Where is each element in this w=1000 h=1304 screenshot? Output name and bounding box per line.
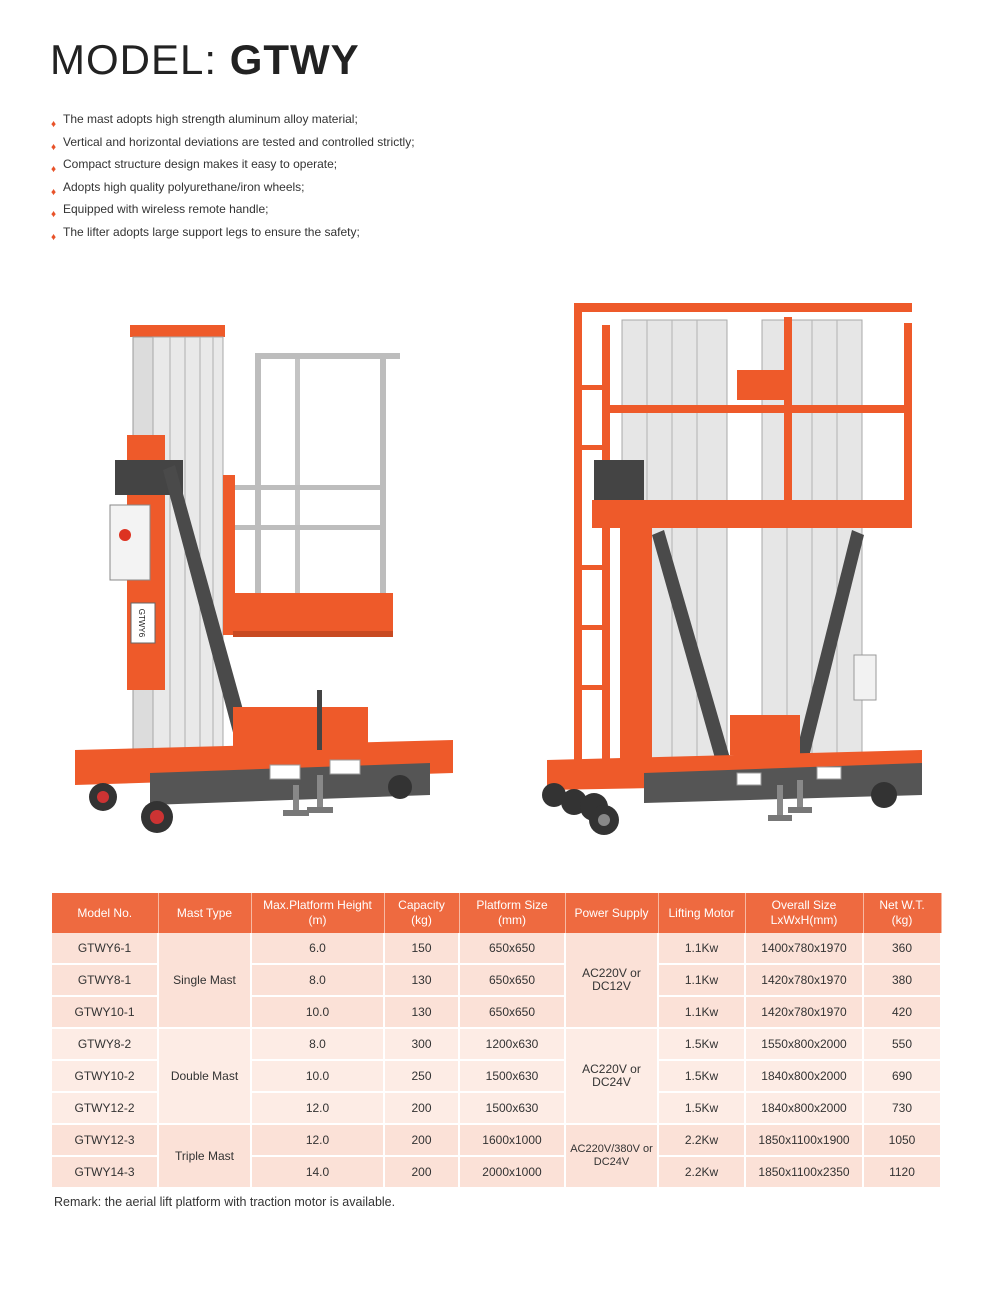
model-cell: GTWY12-2 [52, 1092, 158, 1124]
table-row [52, 933, 941, 964]
platform-cell: 1500x630 [459, 1060, 565, 1092]
platform-cell: 1200x630 [459, 1028, 565, 1060]
mast-type-cell: Single Mast [158, 933, 251, 1028]
nameplate-text: GTWY6 [137, 608, 146, 638]
bullet-icon: ♦ [51, 141, 57, 153]
bullet-icon: ♦ [51, 119, 57, 130]
weight-cell: 1120 [863, 1156, 941, 1188]
height-cell: 10.0 [251, 1060, 384, 1092]
column-header: Power Supply [565, 893, 658, 933]
column-header: Platform Size (mm) [459, 893, 565, 933]
model-cell: GTWY10-1 [52, 996, 158, 1028]
double-mast-lift-illustration [532, 295, 932, 840]
column-header: Model No. [52, 893, 158, 933]
overall-size-cell: 1850x1100x2350 [745, 1156, 863, 1188]
overall-size-cell: 1840x800x2000 [745, 1060, 863, 1092]
column-header: Lifting Motor [658, 893, 745, 933]
motor-cell: 2.2Kw [658, 1156, 745, 1188]
height-cell: 8.0 [251, 964, 384, 996]
weight-cell: 1050 [863, 1124, 941, 1156]
height-cell: 8.0 [251, 1028, 384, 1060]
motor-cell: 1.1Kw [658, 996, 745, 1028]
feature-item: ♦ Vertical and horizontal deviations are tested and controlled strictly; [50, 131, 415, 154]
model-code: GTWY [229, 36, 360, 83]
bullet-icon: ♦ [51, 231, 57, 243]
overall-size-cell: 1420x780x1970 [745, 996, 863, 1028]
weight-cell: 550 [863, 1028, 941, 1060]
height-cell: 10.0 [251, 996, 384, 1028]
capacity-cell: 300 [384, 1028, 459, 1060]
overall-size-cell: 1850x1100x1900 [745, 1124, 863, 1156]
overall-size-cell: 1840x800x2000 [745, 1092, 863, 1124]
column-header: Overall Size LxWxH(mm) [745, 893, 863, 933]
double-mast-lift-photo [532, 295, 932, 840]
motor-cell: 1.5Kw [658, 1028, 745, 1060]
model-label: MODEL: [50, 36, 218, 83]
platform-cell: 650x650 [459, 964, 565, 996]
height-cell: 12.0 [251, 1124, 384, 1156]
feature-list [50, 108, 415, 244]
overall-size-cell: 1550x800x2000 [745, 1028, 863, 1060]
power-supply-cell: AC220V or DC12V [565, 933, 658, 1028]
capacity-cell: 200 [384, 1124, 459, 1156]
feature-item: ♦ Compact structure design makes it easy to operate; [50, 153, 415, 176]
column-header: Max.Platform Height (m) [251, 893, 384, 933]
weight-cell: 380 [863, 964, 941, 996]
capacity-cell: 200 [384, 1156, 459, 1188]
height-cell: 6.0 [251, 933, 384, 964]
model-cell: GTWY8-2 [52, 1028, 158, 1060]
column-header: Capacity (kg) [384, 893, 459, 933]
bullet-icon: ♦ [51, 164, 57, 176]
table-header-row [52, 893, 941, 933]
weight-cell: 360 [863, 933, 941, 964]
platform-cell: 2000x1000 [459, 1156, 565, 1188]
model-cell: GTWY8-1 [52, 964, 158, 996]
model-cell: GTWY6-1 [52, 933, 158, 964]
motor-cell: 2.2Kw [658, 1124, 745, 1156]
bullet-icon: ♦ [51, 186, 57, 198]
power-supply-cell: AC220V/380V or DC24V [565, 1124, 658, 1188]
single-mast-lift-illustration [55, 295, 465, 840]
platform-cell: 650x650 [459, 933, 565, 964]
capacity-cell: 200 [384, 1092, 459, 1124]
table-row [52, 1028, 941, 1060]
model-cell: GTWY10-2 [52, 1060, 158, 1092]
feature-item: ♦ Equipped with wireless remote handle; [50, 198, 415, 221]
capacity-cell: 130 [384, 964, 459, 996]
power-supply-cell: AC220V or DC24V [565, 1028, 658, 1124]
weight-cell: 690 [863, 1060, 941, 1092]
feature-item: ♦ The lifter adopts large support legs to ensure the safety; [50, 221, 415, 244]
weight-cell: 730 [863, 1092, 941, 1124]
capacity-cell: 150 [384, 933, 459, 964]
bullet-icon: ♦ [51, 209, 57, 221]
overall-size-cell: 1420x780x1970 [745, 964, 863, 996]
capacity-cell: 250 [384, 1060, 459, 1092]
mast-type-cell: Triple Mast [158, 1124, 251, 1188]
remark-note: Remark: the aerial lift platform with traction motor is available. [54, 1195, 396, 1209]
motor-cell: 1.5Kw [658, 1060, 745, 1092]
platform-cell: 1600x1000 [459, 1124, 565, 1156]
model-cell: GTWY12-3 [52, 1124, 158, 1156]
column-header: Net W.T. (kg) [863, 893, 941, 933]
column-header: Mast Type [158, 893, 251, 933]
capacity-cell: 130 [384, 996, 459, 1028]
height-cell: 12.0 [251, 1092, 384, 1124]
specification-table [52, 893, 942, 1189]
platform-cell: 1500x630 [459, 1092, 565, 1124]
single-mast-lift-photo [55, 295, 465, 840]
model-cell: GTWY14-3 [52, 1156, 158, 1188]
motor-cell: 1.5Kw [658, 1092, 745, 1124]
height-cell: 14.0 [251, 1156, 384, 1188]
weight-cell: 420 [863, 996, 941, 1028]
table-row [52, 1124, 941, 1156]
feature-item: ♦ Adopts high quality polyurethane/iron wheels; [50, 176, 415, 199]
page-title [50, 36, 360, 84]
motor-cell: 1.1Kw [658, 964, 745, 996]
overall-size-cell: 1400x780x1970 [745, 933, 863, 964]
feature-item: ♦ The mast adopts high strength aluminum alloy material; [50, 108, 415, 131]
motor-cell: 1.1Kw [658, 933, 745, 964]
platform-cell: 650x650 [459, 996, 565, 1028]
mast-type-cell: Double Mast [158, 1028, 251, 1124]
